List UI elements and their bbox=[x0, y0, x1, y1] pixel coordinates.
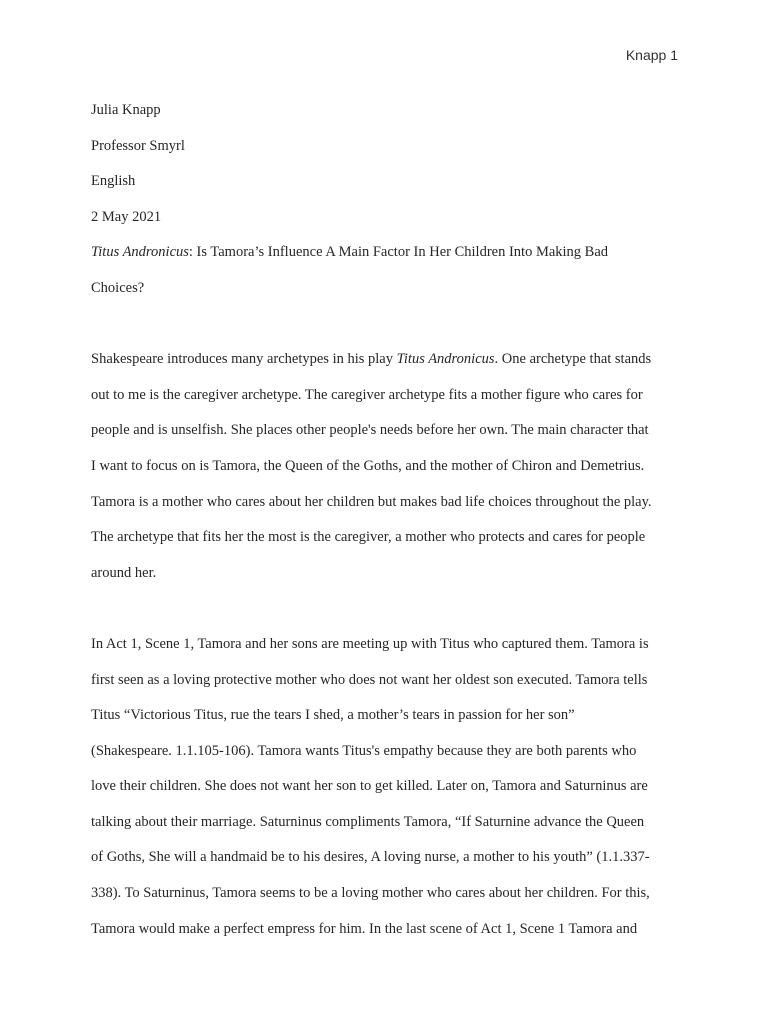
paragraph-line: love their children. She does not want her son to get killed. Later on, Tamora and Saturninus are bbox=[91, 778, 648, 795]
paragraph-line: 338). To Saturninus, Tamora seems to be a loving mother who cares about her children. For this, bbox=[91, 885, 650, 902]
document-body bbox=[91, 93, 683, 947]
paragraph-gap bbox=[91, 591, 683, 627]
paragraph-1 bbox=[91, 342, 683, 591]
paragraph-line: people and is unselfish. She places other people's needs before her own. The main character that bbox=[91, 422, 649, 439]
paragraph-line: The archetype that fits her the most is the caregiver, a mother who protects and cares for people bbox=[91, 529, 646, 546]
running-head: Knapp 1 bbox=[625, 47, 678, 63]
paragraph-2 bbox=[91, 627, 683, 947]
paragraph-line: out to me is the caregiver archetype. The caregiver archetype fits a mother figure who cares for bbox=[91, 386, 643, 403]
professor-name: Professor Smyrl bbox=[91, 137, 185, 154]
paragraph-line: I want to focus on is Tamora, the Queen of the Goths, and the mother of Chiron and Demetrius. bbox=[91, 457, 645, 474]
paragraph-line: talking about their marriage. Saturninus compliments Tamora, “If Saturnine advance the Queen bbox=[91, 813, 645, 830]
course-name: English bbox=[91, 173, 136, 190]
paragraph-line: around her. bbox=[91, 564, 157, 581]
text-run: Shakespeare introduces many archetypes in his play bbox=[91, 351, 397, 368]
title-rest: : Is Tamora’s Influence A Main Factor In Her Children Into Making Bad bbox=[188, 244, 609, 261]
paragraph-line: In Act 1, Scene 1, Tamora and her sons are meeting up with Titus who captured them. Tamora is bbox=[91, 635, 649, 652]
paper-date: 2 May 2021 bbox=[91, 208, 162, 225]
paragraph-line: of Goths, She will a handmaid be to his desires, A loving nurse, a mother to his youth” (1.1.337- bbox=[91, 849, 650, 866]
paragraph-line: Tamora would make a perfect empress for him. In the last scene of Act 1, Scene 1 Tamora and bbox=[91, 920, 638, 937]
paragraph-line bbox=[91, 342, 683, 378]
paper-title-line-1 bbox=[91, 235, 683, 271]
paragraph-line: (Shakespeare. 1.1.105-106). Tamora wants Titus's empathy because they are both parents who bbox=[91, 742, 637, 759]
paragraph-line: first seen as a loving protective mother who does not want her oldest son executed. Tamora tells bbox=[91, 671, 648, 688]
play-title-italic: Titus Andronicus bbox=[396, 351, 495, 368]
text-run: . One archetype that stands bbox=[494, 351, 652, 368]
paragraph-line: Titus “Victorious Titus, rue the tears I shed, a mother’s tears in passion for her son” bbox=[91, 707, 575, 724]
paragraph-gap bbox=[91, 307, 683, 343]
author-name: Julia Knapp bbox=[91, 102, 161, 118]
title-play-name: Titus Andronicus bbox=[91, 244, 189, 261]
paragraph-line: Tamora is a mother who cares about her children but makes bad life choices throughout the play. bbox=[91, 493, 652, 510]
paper-title-line-2: Choices? bbox=[91, 279, 145, 296]
